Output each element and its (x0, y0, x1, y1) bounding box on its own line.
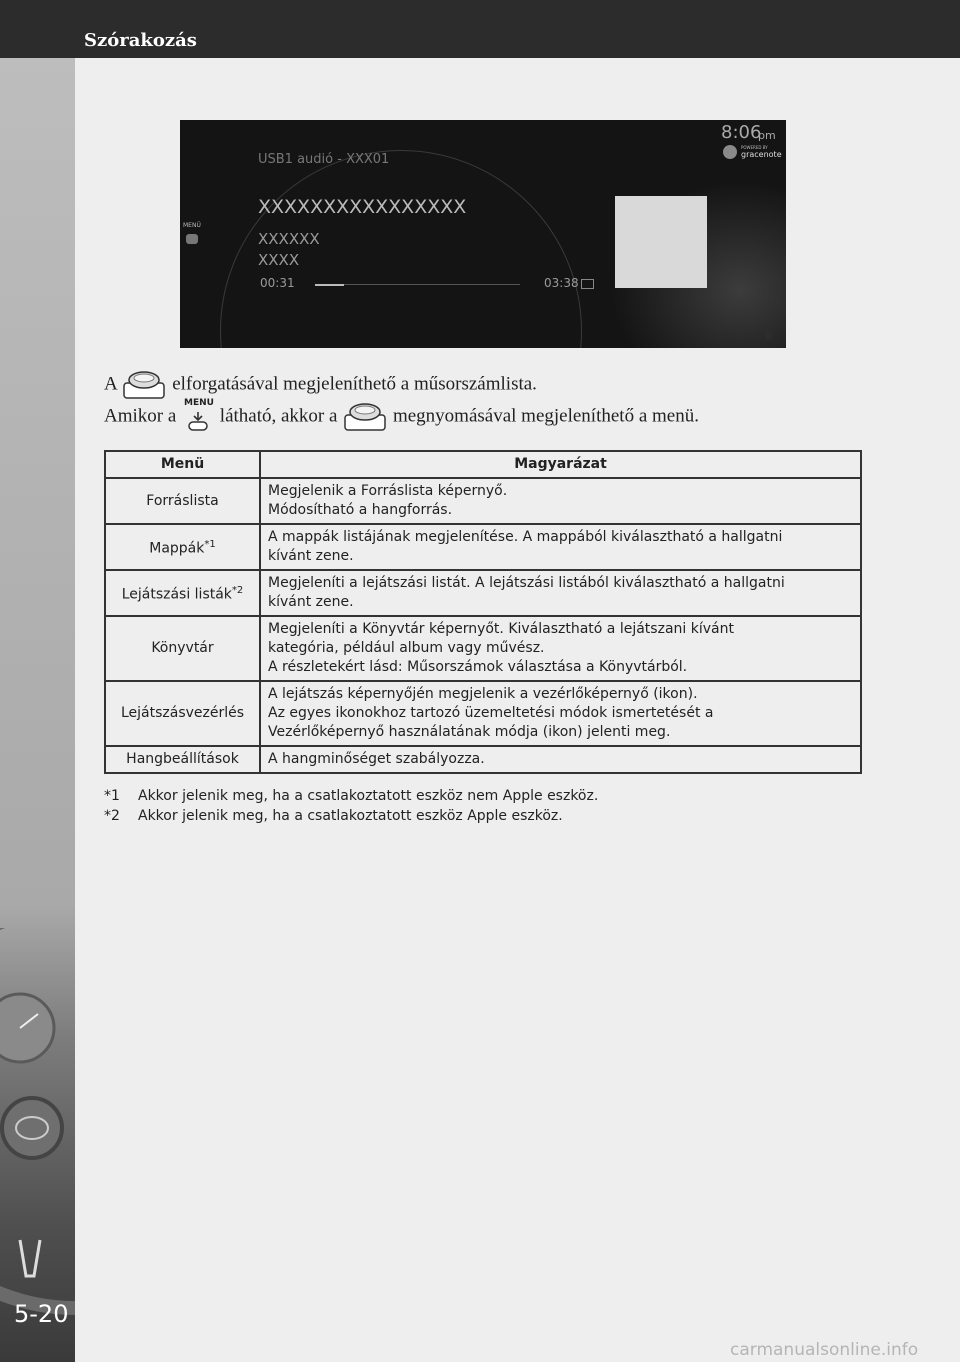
footnote-text: Akkor jelenik meg, ha a csatlakoztatott eszköz nem Apple eszköz. (138, 788, 599, 804)
description-line: Vezérlőképernyő használatának módja (ikon) jelenti meg. (268, 724, 671, 740)
table-row (105, 681, 861, 746)
description-line: Megjeleníti a lejátszási listát. A lejátszási listából kiválasztható a hallgatni (268, 575, 785, 591)
description-line: A hangminőséget szabályozza. (268, 751, 485, 767)
footnote-mark: *1 (104, 788, 120, 804)
steering-wheel-illustration (0, 928, 75, 1362)
menu-name: Lejátszásvezérlés (120, 705, 245, 721)
description-cell (260, 570, 861, 616)
description-line: Az egyes ikonokhoz tartozó üzemeltetési módok ismertetését a (268, 705, 714, 721)
progress-fill (315, 284, 344, 286)
table-row (105, 570, 861, 616)
source-label: USB1 audió - XXX01 (258, 152, 390, 167)
track-title: XXXXXXXXXXXXXXXX (258, 196, 467, 218)
page-header (0, 0, 960, 58)
clock-time: 8:06 (721, 122, 762, 143)
p2-prefix: Amikor a (104, 405, 177, 427)
footnote-mark: *2 (104, 808, 120, 824)
track-duration: 03:38 (544, 276, 579, 290)
menu-cell (105, 478, 260, 524)
menu-cell (105, 616, 260, 681)
footnote-text: Akkor jelenik meg, ha a csatlakoztatott eszköz Apple eszköz. (138, 808, 563, 824)
description-line: kategória, például album vagy művész. (268, 640, 545, 656)
description-line: A lejátszás képernyőjén megjelenik a vezérlőképernyő (ikon). (268, 686, 698, 702)
menu-icon-label: MENU (184, 398, 214, 408)
description-line: kívánt zene. (268, 594, 354, 610)
gracenote-icon (723, 145, 737, 159)
watermark: carmanualsonline.info (730, 1340, 919, 1360)
paragraph-menu (104, 398, 699, 432)
clock-suffix: pm (758, 129, 776, 142)
menu-cell (105, 681, 260, 746)
menu-icon (181, 398, 215, 432)
menu-name: Mappák (149, 540, 205, 557)
description-line: A mappák listájának megjelenítése. A mappából kiválasztható a hallgatni (268, 529, 783, 545)
paragraph-rotate (104, 370, 537, 400)
description-line: kívánt zene. (268, 548, 354, 564)
header-menu: Menü (105, 451, 260, 478)
gracenote-logo (723, 144, 785, 160)
description-line: A részletekért lásd: Műsorszámok választása a Könyvtárból. (268, 659, 688, 675)
footnote-mark: *1 (204, 539, 216, 551)
table-header-row (105, 451, 861, 478)
description-line: Módosítható a hangforrás. (268, 502, 453, 518)
bluetooth-icon (765, 330, 772, 340)
menu-cell (105, 746, 260, 773)
description-line: Megjeleníti a Könyvtár képernyőt. Kiválasztható a lejátszani kívánt (268, 621, 734, 637)
commander-knob-press-icon (342, 402, 388, 432)
header-explanation: Magyarázat (260, 451, 861, 478)
footnote-mark: *2 (231, 585, 244, 597)
audio-screen-screenshot (180, 120, 786, 348)
screen-arc-decoration (220, 150, 582, 348)
p1-prefix: A (104, 373, 117, 395)
gracenote-logo-line1: POWERED BY (741, 145, 768, 150)
table-row (105, 524, 861, 570)
elapsed-time: 00:31 (260, 276, 295, 290)
commander-knob-icon (121, 370, 167, 400)
description-cell (260, 746, 861, 773)
menu-name: Hangbeállítások (126, 751, 239, 767)
progress-bar (315, 284, 520, 285)
menu-commander-icon (186, 234, 198, 244)
footnote (104, 808, 563, 824)
menu-table (104, 450, 862, 774)
description-cell (260, 478, 861, 524)
description-cell (260, 616, 861, 681)
menu-push-icon (183, 410, 213, 432)
menu-cell (105, 570, 260, 616)
p1-text: elforgatásával megjeleníthető a műsorszámlista. (172, 373, 537, 395)
page-number: 5-20 (14, 1300, 69, 1328)
footnote (104, 788, 598, 804)
sidebar-decoration (0, 58, 75, 1362)
section-title: Szórakozás (84, 30, 197, 51)
p2-suffix: megnyomásával megjeleníthető a menü. (392, 405, 699, 427)
menu-label: MENÜ (183, 222, 201, 229)
table-row (105, 746, 861, 773)
table-row (105, 616, 861, 681)
description-cell (260, 681, 861, 746)
menu-name: Könyvtár (151, 640, 214, 656)
menu-cell (105, 524, 260, 570)
table-row (105, 478, 861, 524)
p2-middle: látható, akkor a (219, 405, 338, 427)
gracenote-logo-line2: gracenote (741, 150, 782, 159)
album-art-placeholder (615, 196, 707, 288)
description-cell (260, 524, 861, 570)
description-line: Megjelenik a Forráslista képernyő. (268, 483, 508, 499)
repeat-icon (581, 279, 594, 289)
menu-name: Lejátszási listák (121, 586, 232, 603)
artist-name: XXXXXX (258, 230, 320, 248)
album-name: XXXX (258, 251, 300, 269)
menu-name: Forráslista (146, 492, 219, 509)
